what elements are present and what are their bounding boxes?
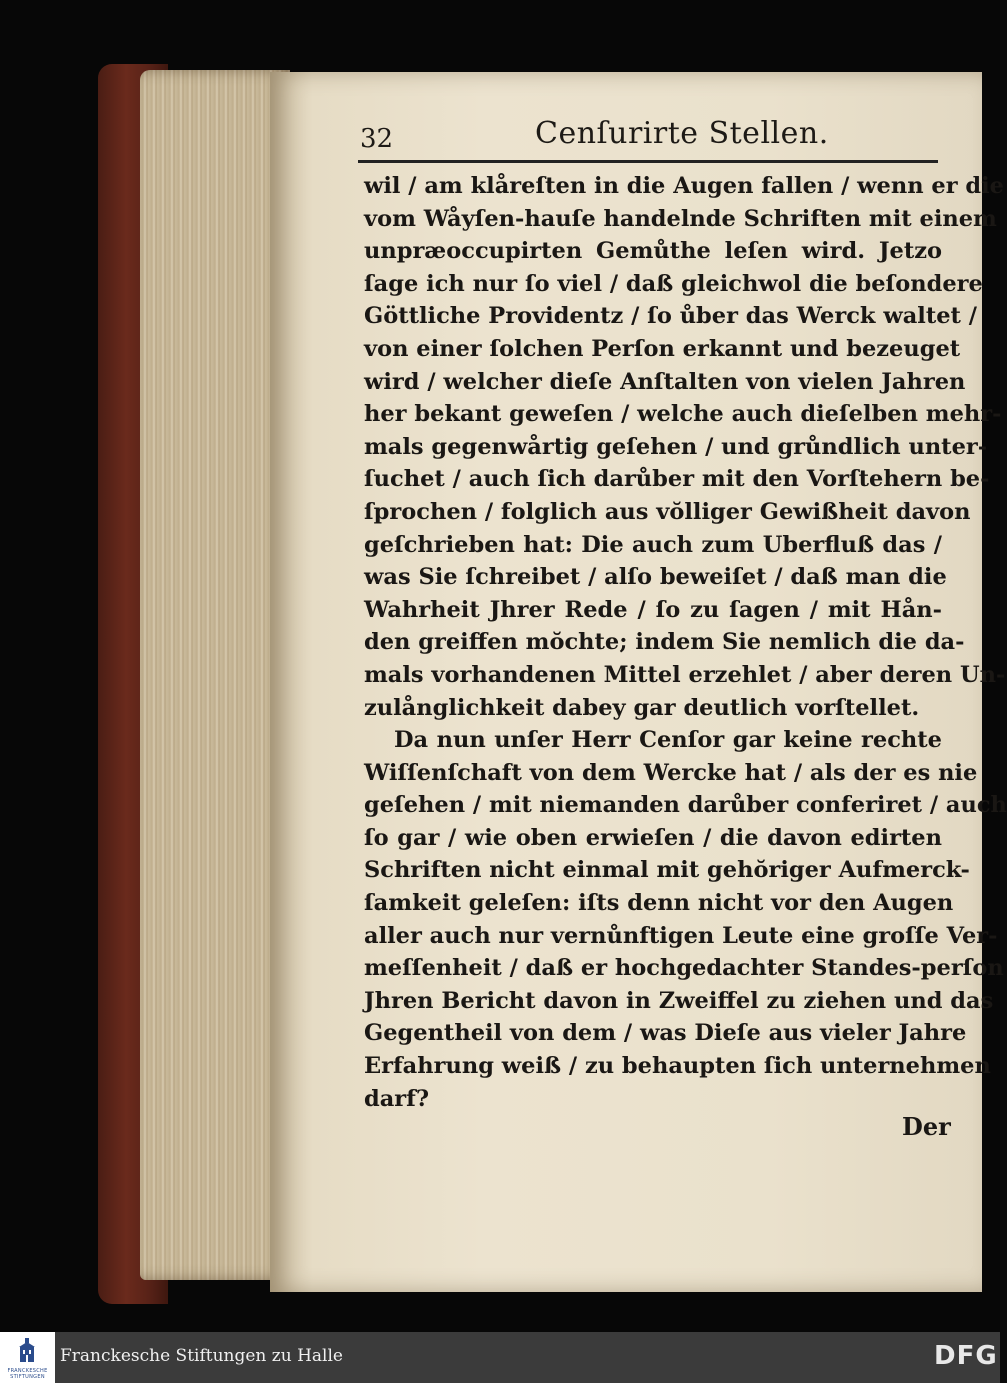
dfg-logo[interactable]: DFG (934, 1341, 998, 1371)
institution-name[interactable]: Franckesche Stiftungen zu Halle (60, 1346, 343, 1366)
text-line: Gegentheil von dem / was Dieſe aus vieler Jahre (364, 1020, 967, 1047)
text-line: Schriften nicht einmal mit gehŏriger Aufmerck- (364, 857, 970, 884)
page-number: 32 (360, 124, 394, 154)
text-line: was Sie ſchreibet / alſo beweiſet / daß man die (364, 564, 947, 591)
logo-caption: FRANCKESCHE STIFTUNGEN (7, 1368, 48, 1380)
text-line: wird / welcher dieſe Anſtalten von vielen Jahren (364, 368, 966, 395)
text-line: zulånglichkeit dabey gar deutlich vorſtellet. (364, 694, 920, 721)
text-line: mals gegenwårtig geſehen / und grůndlich unter- (364, 433, 988, 460)
text-line: den greiffen mŏchte; indem Sie nemlich die da- (364, 629, 965, 656)
text-line: vom Wåyſen-hauſe handelnde Schriften mit einem (364, 205, 997, 232)
catchword: Der (902, 1112, 951, 1141)
header-rule (358, 160, 938, 163)
text-line: darf? (364, 1085, 430, 1112)
text-line: ſage ich nur ſo viel / daß gleichwol die beſondere (364, 270, 983, 297)
running-head: Cenſurirte Stellen. (535, 116, 829, 151)
text-line: her bekant geweſen / welche auch dieſelben mehr- (364, 401, 1002, 428)
institution-logo[interactable] (0, 1332, 55, 1383)
footer-bar (0, 1332, 1000, 1383)
text-block (364, 170, 1007, 1115)
text-line: meſſenheit / daß er hochgedachter Standes-perſon (364, 955, 1004, 982)
text-line: Erfahrung weiß / zu behaupten ſich unternehmen (364, 1053, 991, 1080)
text-line: Da nun unſer Herr Cenſor gar keine rechte (394, 727, 942, 754)
text-line: ſo gar / wie oben erwieſen / die davon edirten (364, 824, 942, 851)
text-line: Göttliche Providentz / ſo ůber das Werck waltet / (364, 303, 977, 330)
text-line: wil / am klåreſten in die Augen fallen / wenn er die (364, 173, 1004, 199)
text-line: Wiſſenſchaft von dem Wercke hat / als der es nie (364, 759, 978, 786)
text-line: geſehen / mit niemanden darůber conferiret / auch (364, 792, 1007, 819)
text-line: ſprochen / folglich aus vŏlliger Gewißheit davon (364, 498, 971, 525)
text-line: unpræoccupirten Gemůthe leſen wird. Jetzo (364, 238, 942, 265)
text-line: mals vorhandenen Mittel erzehlet / aber deren Un- (364, 661, 1006, 688)
text-line: geſchrieben hat: Die auch zum Uberfluß das / (364, 531, 942, 558)
page-edges (140, 70, 290, 1280)
text-line: Jhren Bericht davon in Zweiffel zu ziehen und das (364, 987, 994, 1014)
building-icon (18, 1338, 36, 1364)
text-line: von einer ſolchen Perſon erkannt und bezeuget (364, 335, 961, 362)
text-line: aller auch nur vernůnftigen Leute eine groſſe Ver- (364, 922, 998, 949)
text-line: Wahrheit Jhrer Rede / ſo zu ſagen / mit Hån- (364, 596, 942, 623)
text-line: ſamkeit geleſen: iſts denn nicht vor den Augen (364, 890, 954, 917)
text-line: ſuchet / auch ſich darůber mit den Vorſtehern be- (364, 466, 990, 493)
